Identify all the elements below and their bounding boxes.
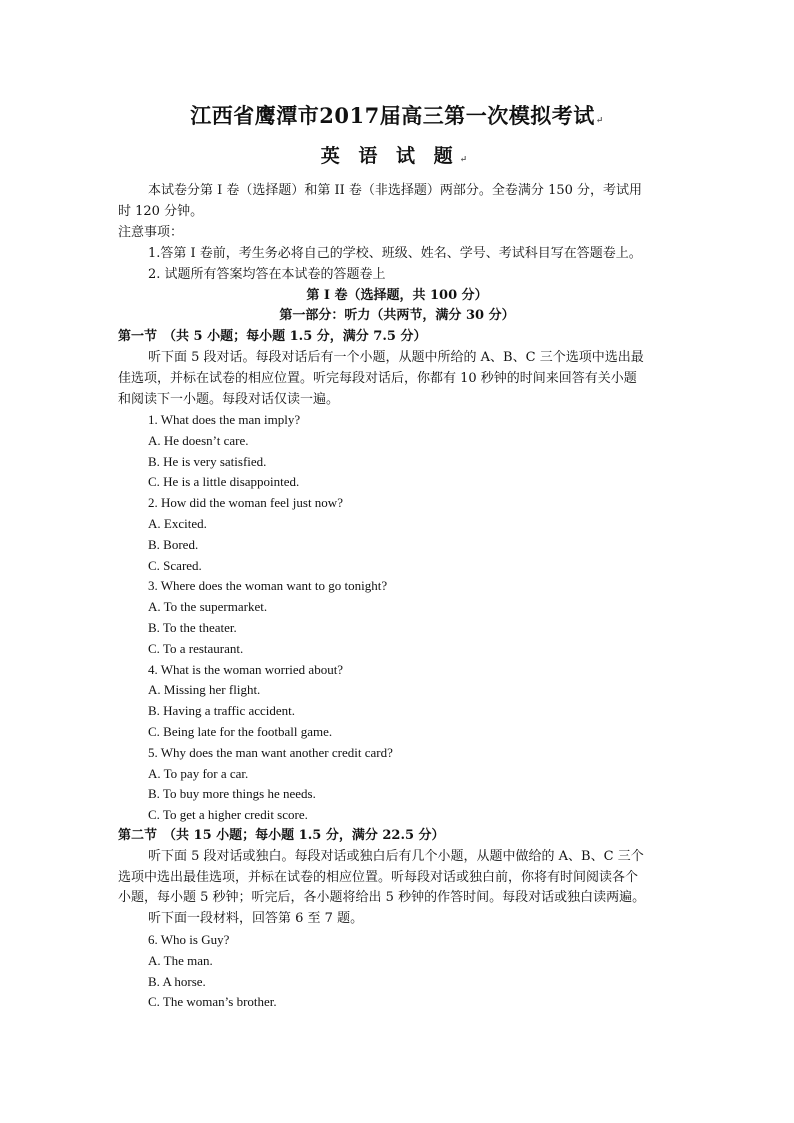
page-subtitle (0, 146, 794, 171)
notice-item-1: 1.答第 I 卷前，考生务必将自己的学校、班级、姓名、学号、考试科目写在答题卷上。 (148, 246, 642, 261)
section1-heading (118, 327, 678, 348)
section2-instruction-4: 听下面一段材料，回答第 6 至 7 题。 (148, 911, 364, 926)
section1-label: 第一节 (118, 329, 158, 344)
question-5: 5. Why does the man want another credit card? (148, 745, 393, 760)
paragraph-mark-icon: ↵ (459, 155, 474, 165)
option-4a: A. Missing her flight. (148, 682, 261, 697)
notice-item-2: 2. 试题所有答案均答在本试卷的答题卷上 (148, 267, 386, 282)
notice-label: 注意事项： (118, 225, 184, 240)
option-4b: B. Having a traffic accident. (148, 703, 296, 718)
section2-instruction-1: 听下面 5 段对话或独白。每段对话或独白后有几个小题，从题中做给的 A、B、C 三个 (148, 849, 644, 864)
section1-instruction-3: 和阅读下一小题。每段对话仅读一遍。 (118, 392, 340, 407)
section1-instruction-2: 佳选项，并标在试卷的相应位置。听完每段对话后，你都有 10 秒钟的时间来回答有关小题 (118, 371, 637, 386)
option-5c: C. To get a higher credit score. (148, 807, 308, 822)
option-4c: C. Being late for the football game. (148, 724, 333, 739)
question-4: 4. What is the woman worried about? (148, 662, 344, 677)
option-6c: C. The woman’s brother. (148, 994, 277, 1009)
option-5b: B. To buy more things he needs. (148, 786, 316, 801)
question-2: 2. How did the woman feel just now? (148, 495, 343, 510)
section2-heading (118, 826, 678, 847)
question-6: 6. Who is Guy? (148, 932, 230, 947)
option-6b: B. A horse. (148, 974, 206, 989)
section1-instruction-1: 听下面 5 段对话。每段对话后有一个小题，从题中所给的 A、B、C 三个选项中选出最 (148, 350, 644, 365)
intro-line-2: 时 120 分钟。 (118, 204, 204, 219)
part1-heading: 第一部分：听力（共两节，满分 30 分） (279, 308, 515, 323)
title-text: 江西省鹰潭市2017届高三第一次模拟考试 (190, 103, 595, 128)
option-1c: C. He is a little disappointed. (148, 474, 300, 489)
subtitle-text: 英 语 试 题 (320, 145, 459, 167)
paragraph-mark-icon: ↵ (595, 116, 604, 126)
section2-instruction-3: 小题，每小题 5 秒钟；听完后，各小题将给出 5 秒钟的作答时间。每段对话或独白读两遍。 (118, 890, 646, 905)
section1-info: （共 5 小题；每小题 1.5 分，满分 7.5 分） (163, 329, 427, 344)
option-2a: A. Excited. (148, 516, 207, 531)
option-2c: C. Scared. (148, 558, 202, 573)
section2-info: （共 15 小题；每小题 1.5 分，满分 22.5 分） (163, 828, 445, 843)
option-3b: B. To the theater. (148, 620, 237, 635)
option-3a: A. To the supermarket. (148, 599, 268, 614)
question-3: 3. Where does the woman want to go tonight? (148, 578, 388, 593)
option-5a: A. To pay for a car. (148, 766, 249, 781)
intro-line-1: 本试卷分第 I 卷（选择题）和第 II 卷（非选择题）两部分。全卷满分 150 分，考试用 (148, 183, 643, 198)
option-3c: C. To a restaurant. (148, 641, 244, 656)
section2-instruction-2: 选项中选出最佳选项，并标在试卷的相应位置。听每段对话或独白前，你将有时间阅读各个 (118, 870, 639, 885)
option-6a: A. The man. (148, 953, 213, 968)
option-1a: A. He doesn’t care. (148, 433, 249, 448)
option-2b: B. Bored. (148, 537, 199, 552)
question-1: 1. What does the man imply? (148, 412, 301, 427)
section2-label: 第二节 (118, 828, 158, 843)
volume-heading: 第 I 卷（选择题，共 100 分） (306, 288, 488, 303)
page-title (0, 103, 794, 132)
option-1b: B. He is very satisfied. (148, 454, 267, 469)
